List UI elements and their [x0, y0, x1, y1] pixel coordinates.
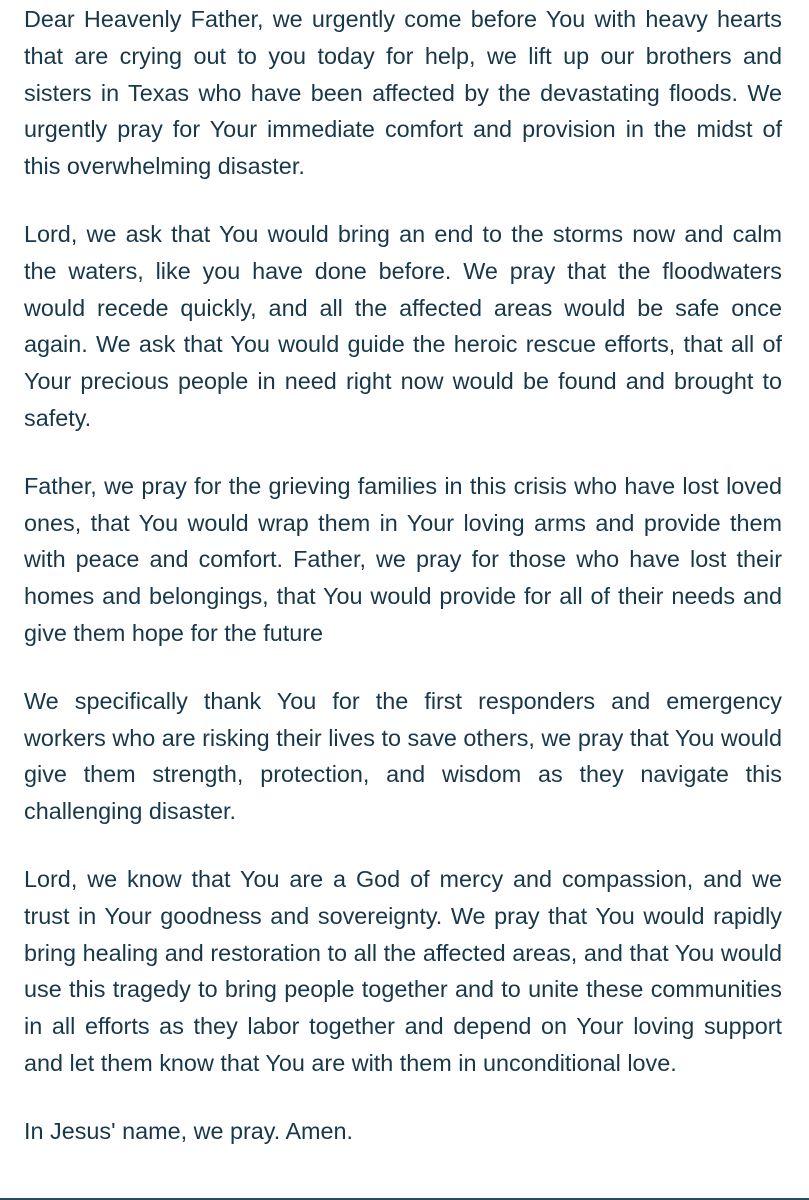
paragraph-mercy: Lord, we know that You are a God of mercy and compassion, and we trust in Your goodness and sovereignty. We pray that You would rapidly bring healing and restoration to all the affected areas, and that You would use this tragedy to bring people together and to unite these communities in all efforts as they labor together and depend on Your loving support and let them know that You are with them in unconditional love. [24, 865, 782, 1076]
prayer-document [24, 1, 782, 1150]
paragraph-responders: We specifically thank You for the first responders and emergency workers who are risking their lives to save others, we pray that You would give them strength, protection, and wisdom as they navigate this challenging disaster. [24, 687, 782, 825]
paragraph-families: Father, we pray for the grieving families in this crisis who have lost loved ones, that You would wrap them in Your loving arms and provide them with peace and comfort. Father, we pray for those who have lost their homes and belongings, that You would provide for all of their needs and give them hope for the future [24, 472, 782, 646]
paragraph-opening: Dear Heavenly Father, we urgently come before You with heavy hearts that are crying out to you today for help, we lift up our brothers and sisters in Texas who have been affected by the devastating floods. We urgently pray for Your immediate comfort and provision in the midst of this overwhelming disaster. [24, 6, 782, 180]
paragraph-storms: Lord, we ask that You would bring an end to the storms now and calm the waters, like you have done before. We pray that the floodwaters would recede quickly, and all the affected areas would be safe once again. We ask that You would guide the heroic rescue efforts, that all of Your precious people in need right now would be found and brought to safety. [24, 220, 782, 431]
paragraph-closing: In Jesus' name, we pray. Amen. [24, 1117, 354, 1144]
